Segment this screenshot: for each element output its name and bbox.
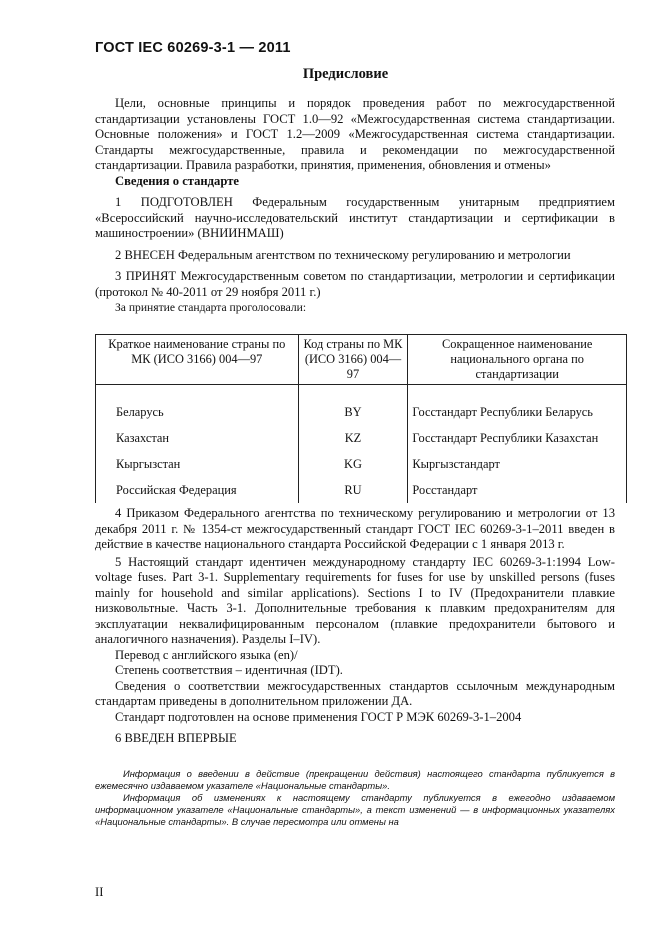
about-heading: Сведения о стандарте xyxy=(115,173,239,188)
table-row xyxy=(96,451,627,477)
info-paragraph-2: Информация об изменениях к настоящему стандарту публикуется в ежегодно издаваемом информационном указателе «Национальные стандарты», а текст изменений — в информационных указателях «Национальные стандарты». В случае пересмотра или отмены на xyxy=(95,792,615,827)
item-6: 6 ВВЕДЕН ВПЕРВЫЕ xyxy=(115,731,237,745)
cell-body: Госстандарт Республики Казахстан xyxy=(408,425,627,451)
cell-body: Кыргызстандарт xyxy=(408,451,627,477)
preface-bottom xyxy=(95,506,615,747)
item-1: 1 ПОДГОТОВЛЕН Федеральным государственным унитарным предприятием «Всероссийский научно-исследовательский институт стандартизации и сертификации в машиностроении» (ВНИИНМАШ) xyxy=(95,195,615,240)
prepared-note: Стандарт подготовлен на основе применения ГОСТ Р МЭК 60269-3-1–2004 xyxy=(115,709,522,724)
cell-country: Беларусь xyxy=(96,385,299,426)
col-header-country: Краткое наименование страны по МК (ИСО 3166) 004—97 xyxy=(96,335,299,385)
publication-info xyxy=(95,768,615,828)
conformity-note: Степень соответствия – идентичная (IDT). xyxy=(115,663,343,677)
cell-country: Российская Федерация xyxy=(96,477,299,503)
intro-paragraph: Цели, основные принципы и порядок проведения работ по межгосударственной стандартизации установлены ГОСТ 1.0—92 «Межгосударственная система стандартизации. Основные положения» и ГОСТ 1.2—2009 «Межгосударственная система стандартизации. Стандарты межгосударственные, правила и рекомендации по межгосударственной стандартизации. Правила разработки, принятия, применения, обновления и отмены» xyxy=(95,96,615,172)
cell-country: Казахстан xyxy=(96,425,299,451)
cell-code: BY xyxy=(298,385,408,426)
cell-code: KG xyxy=(298,451,408,477)
col-header-code: Код страны по МК (ИСО 3166) 004—97 xyxy=(298,335,408,385)
cell-code: RU xyxy=(298,477,408,503)
info-paragraph-1: Информация о введении в действие (прекращении действия) настоящего стандарта публикуется в ежемесячно издаваемом указателе «Национальные стандарты». xyxy=(95,768,615,791)
references-note: Сведения о соответствии межгосударственных стандартов ссылочным международным стандартам приведены в дополнительном приложении ДА. xyxy=(95,678,615,708)
table-row xyxy=(96,425,627,451)
cell-body: Госстандарт Республики Беларусь xyxy=(408,385,627,426)
page-title: Предисловие xyxy=(302,66,389,82)
voting-table xyxy=(95,334,627,503)
table-row xyxy=(96,385,627,426)
cell-country: Кыргызстан xyxy=(96,451,299,477)
table-row xyxy=(96,477,627,503)
preface-top xyxy=(95,96,615,316)
item-3: 3 ПРИНЯТ Межгосударственным советом по стандартизации, метрологии и сертификации (протокол № 40-2011 от 29 ноября 2011 г.) xyxy=(95,269,615,299)
col-header-body: Сокращенное наименование национального органа по стандартизации xyxy=(408,335,627,385)
cell-code: KZ xyxy=(298,425,408,451)
item-5: 5 Настоящий стандарт идентичен международному стандарту IEC 60269-3-1:1994 Low-voltage fuses. Part 3-1. Supplementary requirements for fuses for use by unskilled persons (fuses mainly for household and similar applications). Sections I to IV (Предохранители плавкие низковольтные. Часть 3-1. Дополнительные требования к плавким предохранителям для эксплуатации неквалифицированным персоналом (плавкие предохранители бытового и аналогичного назначения). Разделы I–IV). xyxy=(95,554,615,646)
item-2: 2 ВНЕСЕН Федеральным агентством по техническому регулированию и метрологии xyxy=(115,247,571,262)
table-header-row xyxy=(96,335,627,385)
item-4: 4 Приказом Федерального агентства по техническому регулированию и метрологии от 13 декабря 2011 г. № 1354-ст межгосударственный стандарт ГОСТ IEC 60269-3-1–2011 введен в действие в качестве национального стандарта Российской Федерации с 1 января 2013 г. xyxy=(95,506,615,551)
page-number: II xyxy=(95,885,104,899)
translation-note: Перевод с английского языка (en)/ xyxy=(115,647,298,662)
voted-label: За принятие стандарта проголосовали: xyxy=(115,301,307,314)
document-header: ГОСТ IEC 60269-3-1 — 2011 xyxy=(95,40,291,56)
cell-body: Росстандарт xyxy=(408,477,627,503)
